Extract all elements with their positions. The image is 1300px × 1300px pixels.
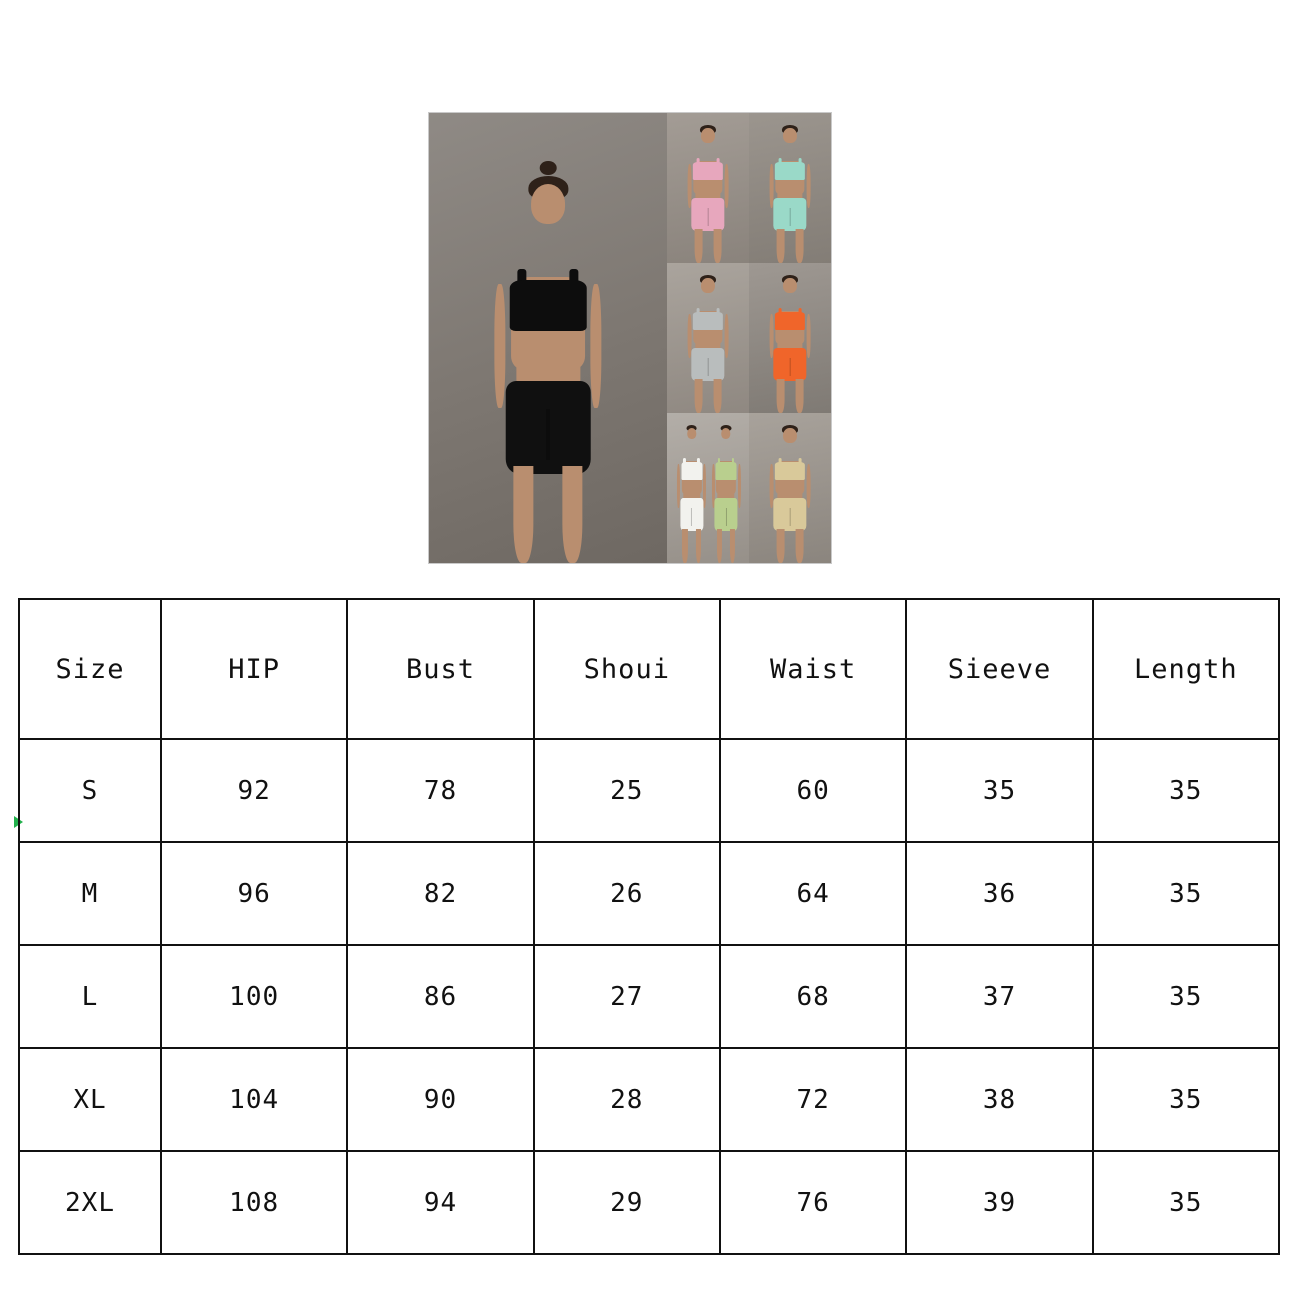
column-header-hip: HIP bbox=[161, 599, 347, 739]
cell-hip: 100 bbox=[161, 945, 347, 1048]
cell-bust: 94 bbox=[347, 1151, 533, 1254]
cell-shoui: 29 bbox=[534, 1151, 720, 1254]
cell-hip: 92 bbox=[161, 739, 347, 842]
table-row bbox=[19, 739, 1279, 842]
cell-size: M bbox=[19, 842, 161, 945]
cell-shoui: 25 bbox=[534, 739, 720, 842]
product-image-collage bbox=[428, 112, 832, 564]
thumb-beige-set bbox=[749, 413, 831, 563]
cell-sieeve: 38 bbox=[906, 1048, 1092, 1151]
cell-length: 35 bbox=[1093, 1048, 1279, 1151]
column-header-bust: Bust bbox=[347, 599, 533, 739]
column-header-length: Length bbox=[1093, 599, 1279, 739]
cell-bust: 86 bbox=[347, 945, 533, 1048]
cell-hip: 96 bbox=[161, 842, 347, 945]
cell-length: 35 bbox=[1093, 1151, 1279, 1254]
size-chart-table bbox=[18, 598, 1280, 1255]
cell-hip: 108 bbox=[161, 1151, 347, 1254]
cell-waist: 64 bbox=[720, 842, 906, 945]
cell-waist: 60 bbox=[720, 739, 906, 842]
cell-length: 35 bbox=[1093, 842, 1279, 945]
thumb-orange-set bbox=[749, 263, 831, 413]
cell-sieeve: 37 bbox=[906, 945, 1092, 1048]
thumb-mint-set bbox=[749, 113, 831, 263]
cell-size: L bbox=[19, 945, 161, 1048]
cell-shoui: 26 bbox=[534, 842, 720, 945]
cell-shoui: 28 bbox=[534, 1048, 720, 1151]
column-header-waist: Waist bbox=[720, 599, 906, 739]
cell-hip: 104 bbox=[161, 1048, 347, 1151]
main-product-photo bbox=[429, 113, 667, 563]
cell-bust: 82 bbox=[347, 842, 533, 945]
cell-length: 35 bbox=[1093, 739, 1279, 842]
cell-length: 35 bbox=[1093, 945, 1279, 1048]
cell-size: 2XL bbox=[19, 1151, 161, 1254]
table-header-row bbox=[19, 599, 1279, 739]
thumb-white-and-green-set bbox=[667, 413, 749, 563]
cell-sieeve: 35 bbox=[906, 739, 1092, 842]
table-row bbox=[19, 1048, 1279, 1151]
column-header-shoui: Shoui bbox=[534, 599, 720, 739]
cell-waist: 72 bbox=[720, 1048, 906, 1151]
cell-size: XL bbox=[19, 1048, 161, 1151]
cell-bust: 78 bbox=[347, 739, 533, 842]
table-row bbox=[19, 842, 1279, 945]
column-header-size: Size bbox=[19, 599, 161, 739]
cell-shoui: 27 bbox=[534, 945, 720, 1048]
cell-size: S bbox=[19, 739, 161, 842]
cell-sieeve: 36 bbox=[906, 842, 1092, 945]
thumbnail-grid bbox=[667, 113, 831, 563]
table-row bbox=[19, 1151, 1279, 1254]
table-row bbox=[19, 945, 1279, 1048]
cell-sieeve: 39 bbox=[906, 1151, 1092, 1254]
thumb-pink-set bbox=[667, 113, 749, 263]
thumb-gray-set bbox=[667, 263, 749, 413]
cell-bust: 90 bbox=[347, 1048, 533, 1151]
cell-waist: 68 bbox=[720, 945, 906, 1048]
cell-waist: 76 bbox=[720, 1151, 906, 1254]
column-header-sieeve: Sieeve bbox=[906, 599, 1092, 739]
